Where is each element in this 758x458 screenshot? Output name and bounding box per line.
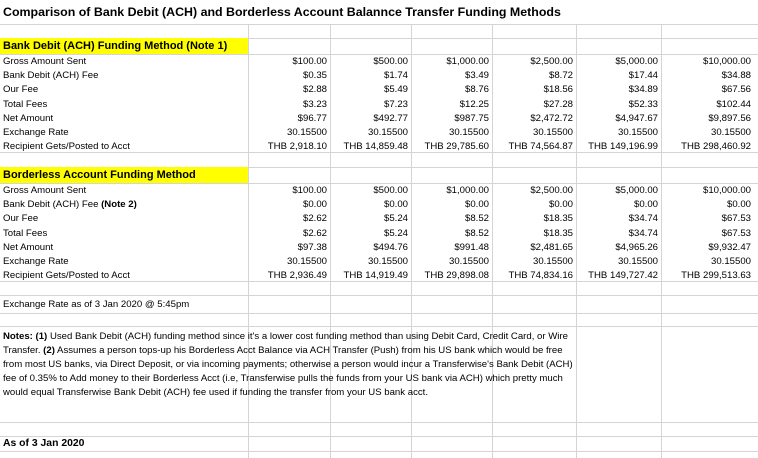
- table-cell[interactable]: $2.62: [302, 227, 327, 239]
- table-row: [0, 98, 758, 112]
- table-cell[interactable]: $500.00: [373, 56, 408, 67]
- row-label[interactable]: [3, 69, 248, 83]
- table-cell[interactable]: $5.49: [383, 84, 408, 96]
- row-label-text: Total Fees: [3, 98, 48, 110]
- table-cell[interactable]: $100.00: [292, 56, 327, 67]
- table-cell[interactable]: 30.15500: [286, 127, 327, 138]
- table-cell[interactable]: 30.15500: [286, 256, 327, 267]
- table-cell[interactable]: $0.00: [548, 199, 573, 211]
- row-label-text: Recipient Gets/Posted to Acct: [3, 270, 130, 282]
- note1-text: Used Bank Debit (ACH) funding method since it's a lower cost funding method than using Debit Card, Credit Card, or Wire Transfer.: [3, 331, 568, 356]
- table-cell[interactable]: $67.56: [721, 84, 751, 96]
- table-cell[interactable]: $18.35: [543, 213, 573, 225]
- table-row: [0, 55, 758, 69]
- table-row: [0, 126, 758, 140]
- table-row: [0, 69, 758, 83]
- row-label[interactable]: [3, 112, 248, 126]
- table-cell[interactable]: $8.52: [464, 227, 489, 239]
- table-cell[interactable]: $1,000.00: [446, 56, 489, 67]
- grid-line: [0, 295, 758, 296]
- table-cell[interactable]: $5,000.00: [615, 56, 658, 67]
- table-cell[interactable]: THB 29,785.60: [424, 141, 489, 153]
- table-cell[interactable]: $17.44: [628, 70, 658, 82]
- row-label-text: Our Fee: [3, 84, 39, 96]
- table-row: [0, 269, 758, 283]
- table-cell[interactable]: $1.74: [383, 70, 408, 82]
- row-label-text: Exchange Rate: [3, 256, 69, 267]
- row-label-text: Bank Debit (ACH) Fee: [3, 199, 99, 211]
- table-cell[interactable]: THB 74,564.87: [508, 141, 573, 153]
- grid-line: [0, 326, 758, 327]
- table-cell[interactable]: $4,947.67: [615, 112, 658, 124]
- table-row: [0, 83, 758, 97]
- row-label[interactable]: [3, 55, 248, 69]
- table-cell[interactable]: $0.00: [464, 199, 489, 211]
- table-cell[interactable]: $4,965.26: [615, 241, 658, 253]
- grid-line: [0, 436, 758, 437]
- table-cell[interactable]: THB 74,834.16: [508, 270, 573, 282]
- table-cell[interactable]: THB 149,196.99: [588, 141, 658, 153]
- table-cell[interactable]: THB 149,727.42: [588, 270, 658, 282]
- table-cell[interactable]: $18.35: [543, 227, 573, 239]
- row-label-text: Net Amount: [3, 112, 54, 124]
- grid-line: [0, 24, 758, 25]
- table-cell[interactable]: $2,500.00: [530, 56, 573, 67]
- row-label[interactable]: [3, 83, 248, 97]
- table-cell[interactable]: $8.52: [464, 213, 489, 225]
- table-cell[interactable]: $9,932.47: [708, 241, 751, 253]
- table-cell[interactable]: $5.24: [383, 213, 408, 225]
- row-label[interactable]: [3, 198, 248, 212]
- row-label-text: Gross Amount Sent: [3, 185, 87, 196]
- row-label-text: Gross Amount Sent: [3, 56, 87, 67]
- table-cell[interactable]: $1,000.00: [446, 185, 489, 196]
- table-cell[interactable]: $7.23: [383, 98, 408, 110]
- table-cell[interactable]: THB 298,460.92: [681, 141, 751, 153]
- table-cell[interactable]: $100.00: [292, 185, 327, 196]
- section2-heading: Borderless Account Funding Method: [0, 167, 248, 183]
- table-cell[interactable]: $12.25: [459, 98, 489, 110]
- table-cell[interactable]: 30.15500: [617, 127, 658, 138]
- table-cell[interactable]: 30.15500: [448, 256, 489, 267]
- table-cell[interactable]: THB 14,919.49: [343, 270, 408, 282]
- table-cell[interactable]: $8.76: [464, 84, 489, 96]
- table-cell[interactable]: THB 299,513.63: [681, 270, 751, 282]
- table-cell[interactable]: $3.23: [302, 98, 327, 110]
- section1-heading: Bank Debit (ACH) Funding Method (Note 1): [0, 38, 248, 54]
- table-cell[interactable]: $102.44: [716, 98, 751, 110]
- note2-text: Assumes a person tops-up his Borderless Acct Balance via ACH Transfer (Push) from his US bank which would be free from most US banks, via Direct Deposit, or via incoming payments; otherwise a person would incur a Transferwise's Bank Debit (ACH) fee of 0.35% to Add money to their Borderless Acct (i.e, Transferwise pulls the funds from your US bank via ACH) which pretty much would equal Transferwise Bank Debit (ACH) fee used if funding the transfer from your US bank acct.: [3, 345, 573, 398]
- table-cell[interactable]: 30.15500: [532, 127, 573, 138]
- table-cell[interactable]: $34.89: [628, 84, 658, 96]
- row-label[interactable]: [3, 212, 248, 226]
- table-cell[interactable]: $492.77: [373, 112, 408, 124]
- row-label[interactable]: [3, 126, 248, 140]
- table-cell[interactable]: $9,897.56: [708, 112, 751, 124]
- row-label[interactable]: [3, 184, 248, 198]
- table-cell[interactable]: $34.74: [628, 227, 658, 239]
- table-cell[interactable]: $10,000.00: [702, 56, 751, 67]
- table-row: [0, 112, 758, 126]
- as-of-footer: As of 3 Jan 2020: [3, 438, 85, 449]
- note2-marker: (2): [43, 345, 55, 356]
- table-cell[interactable]: $52.33: [628, 98, 658, 110]
- table-cell[interactable]: $0.00: [383, 199, 408, 211]
- table-cell[interactable]: $0.00: [302, 199, 327, 211]
- row-label[interactable]: [3, 98, 248, 112]
- notes-block: [3, 330, 573, 400]
- row-label[interactable]: [3, 269, 248, 283]
- table-cell[interactable]: $8.72: [548, 70, 573, 82]
- grid-line: [0, 422, 758, 423]
- table-cell[interactable]: 30.15500: [448, 127, 489, 138]
- row-label-text: Exchange Rate: [3, 127, 69, 138]
- table-cell[interactable]: $67.53: [721, 227, 751, 239]
- row-label-note: (Note 2): [101, 199, 137, 211]
- table-cell[interactable]: $2,500.00: [530, 185, 573, 196]
- exchange-rate-note: Exchange Rate as of 3 Jan 2020 @ 5:45pm: [3, 299, 190, 310]
- table-cell[interactable]: $18.56: [543, 84, 573, 96]
- table-row: [0, 140, 758, 154]
- table-cell[interactable]: $27.28: [543, 98, 573, 110]
- table-cell[interactable]: 30.15500: [617, 256, 658, 267]
- row-label[interactable]: [3, 227, 248, 241]
- grid-line: [0, 451, 758, 452]
- table-cell[interactable]: 30.15500: [710, 127, 751, 138]
- table-cell[interactable]: $34.74: [628, 213, 658, 225]
- table-cell[interactable]: THB 29,898.08: [424, 270, 489, 282]
- table-cell[interactable]: $0.35: [302, 70, 327, 82]
- table-cell[interactable]: $2.88: [302, 84, 327, 96]
- table-cell[interactable]: $0.00: [726, 199, 751, 211]
- table-cell[interactable]: 30.15500: [367, 127, 408, 138]
- grid-line: [0, 313, 758, 314]
- table-cell[interactable]: $5.24: [383, 227, 408, 239]
- row-label[interactable]: [3, 140, 248, 154]
- table-cell[interactable]: $2,481.65: [530, 241, 573, 253]
- table-cell[interactable]: 30.15500: [710, 256, 751, 267]
- table-cell[interactable]: $10,000.00: [702, 185, 751, 196]
- table-row: [0, 198, 758, 212]
- table-row: [0, 212, 758, 226]
- table-cell[interactable]: $97.38: [297, 241, 327, 253]
- row-label-text: Net Amount: [3, 241, 54, 253]
- table-row: [0, 255, 758, 269]
- table-cell[interactable]: $991.48: [454, 241, 489, 253]
- table-cell[interactable]: $2,472.72: [530, 112, 573, 124]
- row-label-text: Recipient Gets/Posted to Acct: [3, 141, 130, 153]
- table-cell[interactable]: $3.49: [464, 70, 489, 82]
- table-cell[interactable]: THB 14,859.48: [343, 141, 408, 153]
- table-cell[interactable]: $494.76: [373, 241, 408, 253]
- row-label-text: Total Fees: [3, 227, 48, 239]
- table-cell[interactable]: $2.62: [302, 213, 327, 225]
- table-cell[interactable]: THB 2,936.49: [267, 270, 327, 282]
- note1-marker: (1): [35, 331, 48, 342]
- table-cell[interactable]: $5,000.00: [615, 185, 658, 196]
- row-label[interactable]: [3, 255, 248, 269]
- table-cell[interactable]: $500.00: [373, 185, 408, 196]
- table-row: [0, 227, 758, 241]
- row-label-text: Our Fee: [3, 213, 39, 225]
- table-cell[interactable]: $0.00: [633, 199, 658, 211]
- row-label-text: Bank Debit (ACH) Fee: [3, 70, 99, 82]
- table-cell[interactable]: THB 2,918.10: [267, 141, 327, 153]
- table-cell[interactable]: $987.75: [454, 112, 489, 124]
- sheet-title: Comparison of Bank Debit (ACH) and Borderless Account Balannce Transfer Funding Methods: [3, 5, 561, 19]
- table-cell[interactable]: 30.15500: [532, 256, 573, 267]
- table-cell[interactable]: $67.53: [721, 213, 751, 225]
- table-cell[interactable]: 30.15500: [367, 256, 408, 267]
- table-cell[interactable]: $34.88: [721, 70, 751, 82]
- row-label[interactable]: [3, 241, 248, 255]
- table-row: [0, 241, 758, 255]
- table-cell[interactable]: $96.77: [297, 112, 327, 124]
- table-row: [0, 184, 758, 198]
- notes-label: Notes:: [3, 331, 33, 342]
